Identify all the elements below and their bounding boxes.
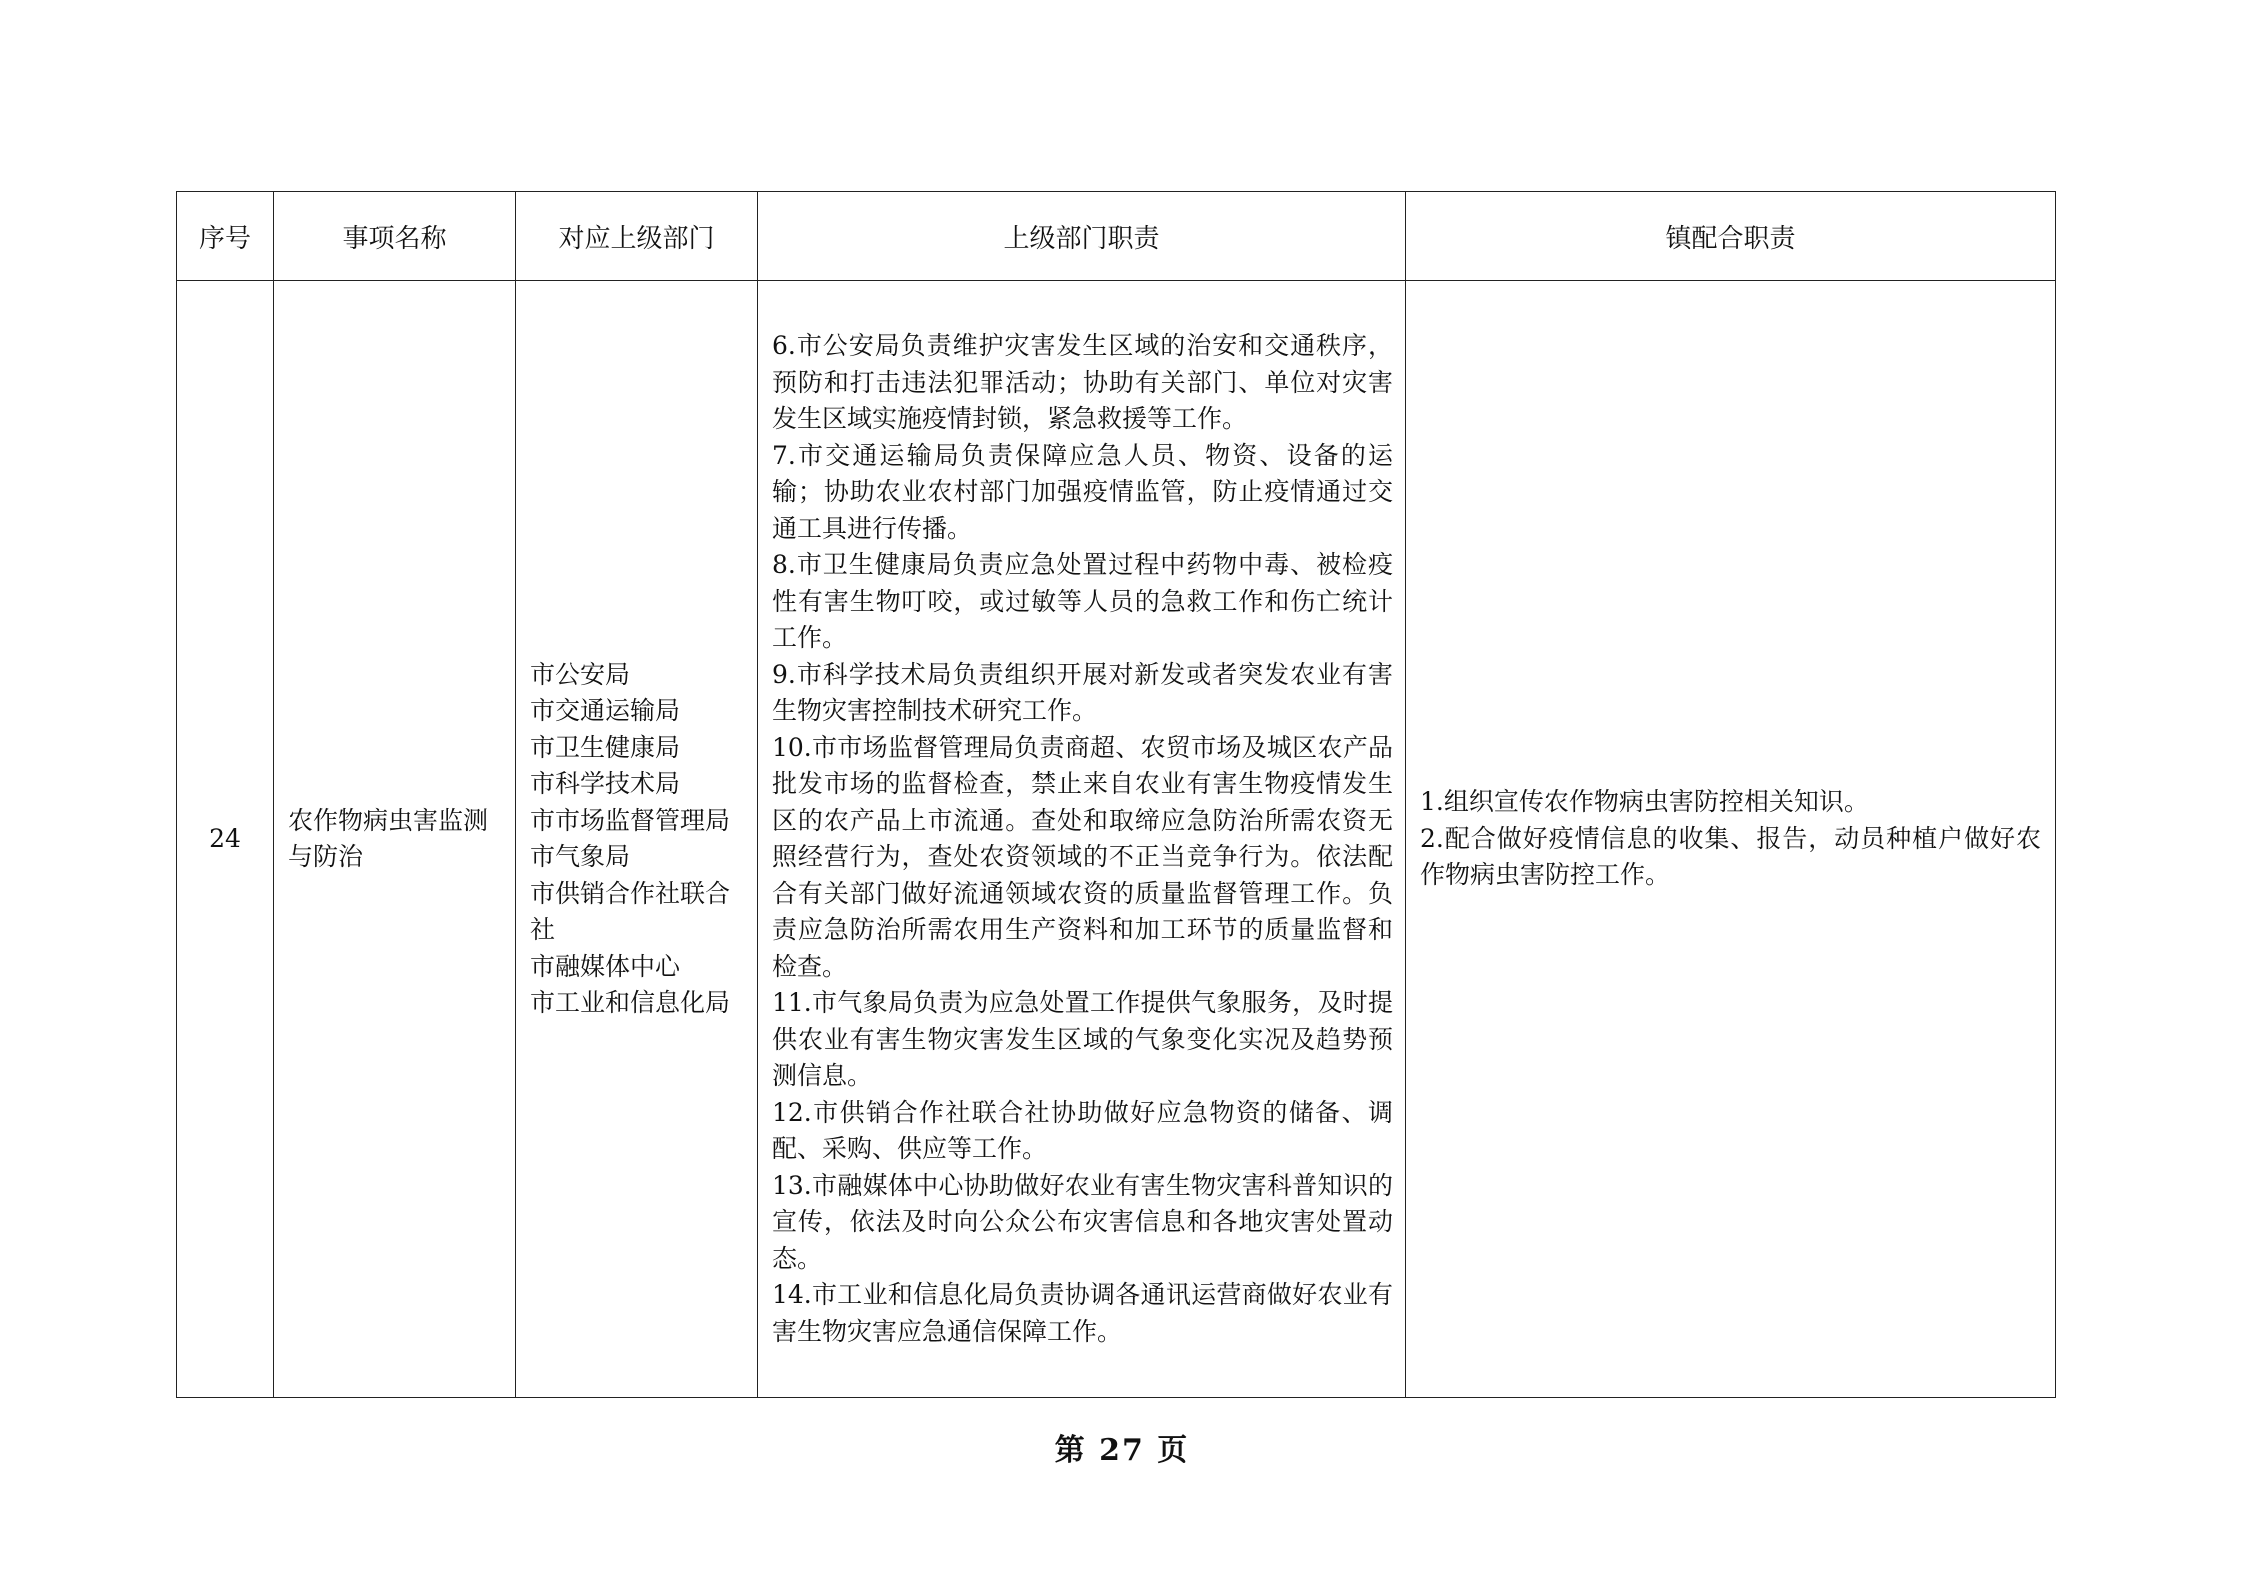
department-item: 市卫生健康局 — [530, 732, 681, 762]
duty-item: 12.市供销合作社联合社协助做好应急物资的储备、调配、采购、供应等工作。 — [772, 1097, 1393, 1163]
department-item: 市气象局 — [530, 842, 631, 871]
row-number: 24 — [177, 281, 274, 1398]
header-dept: 对应上级部门 — [516, 192, 758, 281]
responsibility-table — [176, 191, 2056, 1398]
duty-item: 10.市市场监督管理局负责商超、农贸市场及城区农产品批发市场的监督检查，禁止来自农业有害生物疫情发生区的农产品上市流通。查处和取缔应急防治所需农资无照经营行为，查处农资领域的不正当竞争行为。依法配合有关部门做好流通领域农资的质量监督管理工作。负责应急防治所需农用生产资料和加工环节的质量监督和检查。 — [772, 732, 1393, 981]
department-item: 市交通运输局 — [530, 696, 681, 725]
duty-item: 7.市交通运输局负责保障应急人员、物资、设备的运输；协助农业农村部门加强疫情监管，防止疫情通过交通工具进行传播。 — [772, 440, 1393, 543]
duty-item: 8.市卫生健康局负责应急处置过程中药物中毒、被检疫性有害生物叮咬，或过敏等人员的急救工作和伤亡统计工作。 — [772, 550, 1393, 652]
header-name: 事项名称 — [274, 192, 516, 281]
department-list — [516, 281, 758, 1398]
duty-item: 14.市工业和信息化局负责协调各通讯运营商做好农业有害生物灾害应急通信保障工作。 — [772, 1280, 1393, 1346]
department-item: 市市场监督管理局 — [530, 805, 731, 835]
item-name: 农作物病虫害监测与防治 — [274, 281, 516, 1398]
table-body — [177, 281, 2056, 1398]
table-header — [177, 192, 2056, 281]
duty-item: 6.市公安局负责维护灾害发生区域的治安和交通秩序，预防和打击违法犯罪活动；协助有关部门、单位对灾害发生区域实施疫情封锁，紧急救援等工作。 — [772, 331, 1393, 433]
department-item: 市工业和信息化局 — [530, 988, 731, 1017]
department-item: 市供销合作社联合社 — [530, 878, 731, 944]
town-duty-list — [1406, 281, 2056, 1398]
department-item: 市科学技术局 — [530, 769, 681, 798]
duty-item: 9.市科学技术局负责组织开展对新发或者突发农业有害生物灾害控制技术研究工作。 — [772, 659, 1393, 725]
town-duty-item: 2.配合做好疫情信息的收集、报告，动员种植户做好农作物病虫害防控工作。 — [1420, 823, 2041, 890]
duty-item: 11.市气象局负责为应急处置工作提供气象服务，及时提供农业有害生物灾害发生区域的气象变化实况及趋势预测信息。 — [772, 988, 1393, 1090]
header-duty: 上级部门职责 — [758, 192, 1406, 281]
page-number: 第 27 页 — [1054, 1433, 1190, 1468]
duty-list — [758, 281, 1406, 1398]
town-duty-item: 1.组织宣传农作物病虫害防控相关知识。 — [1420, 787, 1869, 817]
header-row — [177, 192, 2056, 281]
department-item: 市融媒体中心 — [530, 951, 681, 981]
department-item: 市公安局 — [530, 659, 631, 689]
table-row — [177, 281, 2056, 1398]
header-town: 镇配合职责 — [1406, 192, 2056, 281]
header-num: 序号 — [177, 192, 274, 281]
duty-item: 13.市融媒体中心协助做好农业有害生物灾害科普知识的宣传，依法及时向公众公布灾害信息和各地灾害处置动态。 — [772, 1170, 1393, 1273]
